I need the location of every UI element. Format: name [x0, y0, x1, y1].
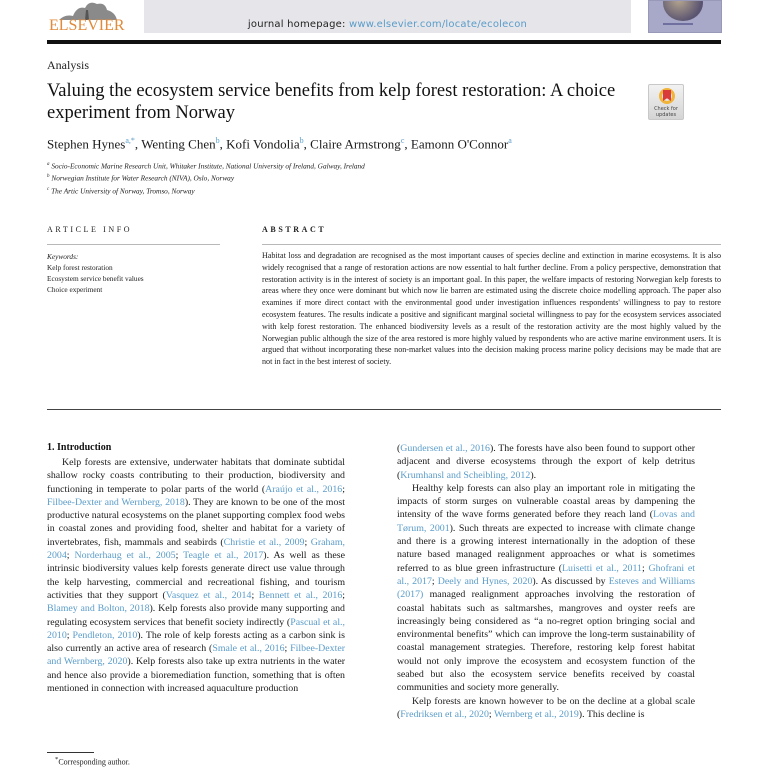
abstract-heading: ABSTRACT: [262, 225, 327, 234]
author-affiliation-sup[interactable]: a,*: [125, 136, 135, 145]
affiliation-item: [47, 184, 365, 196]
article-info-divider: [47, 244, 220, 245]
citation-link[interactable]: Ghofrani et al., 2017: [397, 562, 695, 587]
body-paragraph: (Gundersen et al., 2016). The forests have also been found to support other adjacent and diverse ecosystems through the export of kelp detritus (Krumhansl and Scheibling, 2012).: [397, 443, 695, 481]
body-paragraph: Kelp forests are known however to be on the decline at a global scale (Fredriksen et al., 2020; Wernberg et al., 2019). This decline is: [397, 695, 695, 720]
keyword-item: Kelp forest restoration: [47, 263, 113, 272]
affiliation-item: [47, 171, 365, 183]
publisher-name: ELSEVIER: [49, 17, 125, 34]
body-paragraph: Kelp forests are extensive, underwater habitats that dominate subtidal shallow rocky coasts contributing to their production, biodiversity and functioning in temperate to polar parts of the world (Araújo et al., 2016; Filbee-Dexter and Wernberg, 2018). They are known to be one of the most productive natural ecosystems on the planet supporting complex food webs in coastal zones and providing food, shelter and habitat for a variety of invertebrates, fish, mammals and seabirds (Christie et al., 2009; Graham, 2004; Norderhaug et al., 2005; Teagle et al., 2017). As well as these intrinsic biodiversity values kelp forests generate direct use value through the kelp harvesting, commercial and recreational fishing, and tourism activities that they support (Vasquez et al., 2014; Bennett et al., 2016; Blamey and Bolton, 2018). Kelp forests also provide many supporting and regulating ecosystem services that benefit society indirectly (Pascual et al., 2010; Pendleton, 2010). The role of kelp forests acting as a carbon sink is also currently an active area of research (Smale et al., 2016; Filbee-Dexter and Wernberg, 2020). Kelp forests also take up extra nutrients in the water and hence also provide a bioremediation function, something that is often mentioned in connection with increased aquaculture production: [47, 457, 346, 695]
author-name[interactable]: Eamonn O'Connor: [410, 136, 509, 152]
citation-link[interactable]: Wernberg et al., 2019: [493, 708, 579, 720]
keyword-item: Choice experiment: [47, 285, 103, 294]
author-affiliation-sup[interactable]: c: [400, 136, 405, 145]
author-name[interactable]: Claire Armstrong: [310, 136, 401, 152]
footnote-marker: *: [55, 756, 59, 763]
citation-link[interactable]: Deely and Hynes, 2020: [437, 575, 533, 587]
author-list: Stephen Hynes$^{a,*}$, Wenting Chen$^b$, Kofi Vondolia$^b$, Claire Armstrong$^c$, Eamonn O'Connor$^a$: [47, 136, 512, 152]
keywords-label: Keywords:: [47, 252, 79, 261]
footnote-text: Corresponding author.: [58, 757, 130, 767]
affiliation-item: [47, 159, 365, 171]
article-info-heading: ARTICLE INFO: [47, 225, 133, 234]
affiliation-key: c: [47, 186, 50, 192]
keywords-block: [47, 251, 144, 295]
article-section-label: Analysis: [47, 58, 89, 72]
author-name[interactable]: Wenting Chen: [141, 136, 216, 152]
homepage-link[interactable]: www.elsevier.com/locate/ecolecon: [349, 19, 528, 30]
affiliation-list: [47, 159, 365, 196]
introduction-heading: 1. Introduction: [47, 442, 112, 453]
citation-link[interactable]: Filbee-Dexter and Wernberg, 2020: [47, 643, 345, 668]
corresponding-author-footnote: [55, 756, 130, 767]
check-label-line-2: updates: [655, 112, 677, 118]
citation-link[interactable]: Araújo et al., 2016: [265, 483, 343, 495]
cover-text-bar: [663, 23, 693, 25]
check-label-line-1: Check for: [654, 106, 678, 112]
citation-link[interactable]: Vasquez et al., 2014: [165, 589, 252, 601]
affiliation-text: The Artic University of Norway, Tromso, Norway: [51, 186, 195, 196]
journal-cover-image[interactable]: [648, 0, 722, 33]
header-divider: [47, 40, 721, 44]
journal-homepage: [144, 19, 631, 30]
citation-link[interactable]: Bennett et al., 2016: [258, 589, 343, 601]
citation-link[interactable]: Christie et al., 2009: [223, 536, 305, 548]
citation-link[interactable]: Fredriksen et al., 2020: [400, 708, 489, 720]
affiliation-text: Socio-Economic Marine Research Unit, Whitaker Institute, National University of Ireland, Galway, Ireland: [51, 161, 365, 171]
front-matter-divider: [47, 409, 721, 410]
journal-banner: [144, 0, 631, 33]
author-affiliation-sup[interactable]: b: [215, 136, 220, 145]
citation-link[interactable]: Filbee-Dexter and Wernberg, 2018: [47, 496, 185, 508]
body-column-left: [47, 456, 345, 695]
author-name[interactable]: Stephen Hynes: [47, 136, 126, 152]
author-affiliation-sup[interactable]: b: [299, 136, 304, 145]
affiliation-text: Norwegian Institute for Water Research (NIVA), Oslo, Norway: [51, 173, 235, 183]
citation-link[interactable]: Gundersen et al., 2016: [400, 443, 490, 454]
footnote-divider: [47, 752, 94, 753]
citation-link[interactable]: Pascual et al., 2010: [47, 616, 345, 641]
citation-link[interactable]: Graham, 2004: [47, 536, 346, 562]
check-for-updates-button[interactable]: [648, 84, 684, 120]
homepage-label: journal homepage:: [247, 19, 346, 30]
author-name[interactable]: Kofi Vondolia: [226, 136, 300, 152]
citation-link[interactable]: Esteves and Williams (2017): [397, 575, 695, 601]
citation-link[interactable]: Norderhaug et al., 2005: [74, 550, 176, 562]
body-paragraph: Healthy kelp forests can also play an important role in mitigating the impacts of storm surges on vulnerable coastal areas by dampening the intensity of the wave forms generated before they reach land (Lovas and Tørum, 2001). Such threats are expected to increase with climate change and there is a growing interest internationally in the adoption of these nature based managed realignment approaches or what is sometimes referred to as blue green infrastructure (Luisetti et al., 2011; Ghofrani et al., 2017; Deely and Hynes, 2020). As discussed by Esteves and Williams (2017) managed realignment approaches involving the restoration of coastal habitats such as saltmarshes, mangroves and oyster reefs are increasingly being considered as “a no-regret option bringing social and environmental benefits” which can improve the long-term sustainability of coastal management strategies. Therefore, restoring kelp forest habitat would not only improve the ecosystem and ecosystem function of the seabed but also the ecosystem service benefits received by coastal communities and society more generally.: [397, 482, 695, 694]
journal-header: [47, 0, 721, 40]
cover-globe-icon: [663, 0, 703, 21]
citation-link[interactable]: Teagle et al., 2017: [183, 550, 264, 562]
citation-link[interactable]: Luisetti et al., 2011: [562, 562, 642, 574]
abstract-divider: [262, 244, 721, 245]
affiliation-key: b: [47, 174, 50, 180]
affiliation-key: a: [47, 162, 50, 167]
citation-link[interactable]: Lovas and Tørum, 2001: [397, 509, 695, 534]
citation-link[interactable]: Smale et al., 2016: [212, 643, 285, 655]
citation-link[interactable]: Blamey and Bolton, 2018: [47, 603, 150, 615]
author-affiliation-sup[interactable]: a: [508, 136, 512, 145]
article-title: Valuing the ecosystem service benefits from kelp forest restoration: A choice experiment from Norway: [47, 81, 616, 123]
citation-link[interactable]: Krumhansl and Scheibling, 2012: [400, 469, 531, 481]
check-for-updates-label: [649, 106, 683, 118]
keyword-item: Ecosystem service benefit values: [47, 274, 144, 283]
abstract-text: Habitat loss and degradation are recognised as the most important causes of species decline and extinction in marine ecosystems. It is also widely recognised that a range of restoration actions are now essential to halt further decline. From a policy perspective, demonstration that restoration activity is in the interest of society is an important goal. In this paper, the welfare impacts of restoring Norwegian kelp forests to areas where they once were dominant but which now lie barren are estimated using the discrete choice modelling approach. The paper also examines if more direct contact with the environmental good under investigation influences respondents' willingness to pay to restore ecosystem features. The results indicate a positive and significant marginal societal willingness to pay for the ecosystem services associated with kelp forest restoration. The enhanced biodiversity levels as a result of the restoration activity are the most highly valued by the Norwegian public although the size of the area restored is more highly valued by respondents who are active marine environment users. It is argued that without incorporating these non-market values into the decision making process marine policy decisions may be made that are not in fact in the best interest of society.: [262, 251, 721, 367]
body-column-right: [397, 442, 695, 721]
elsevier-logo: [47, 0, 127, 36]
citation-link[interactable]: Pendleton, 2010: [72, 629, 138, 641]
